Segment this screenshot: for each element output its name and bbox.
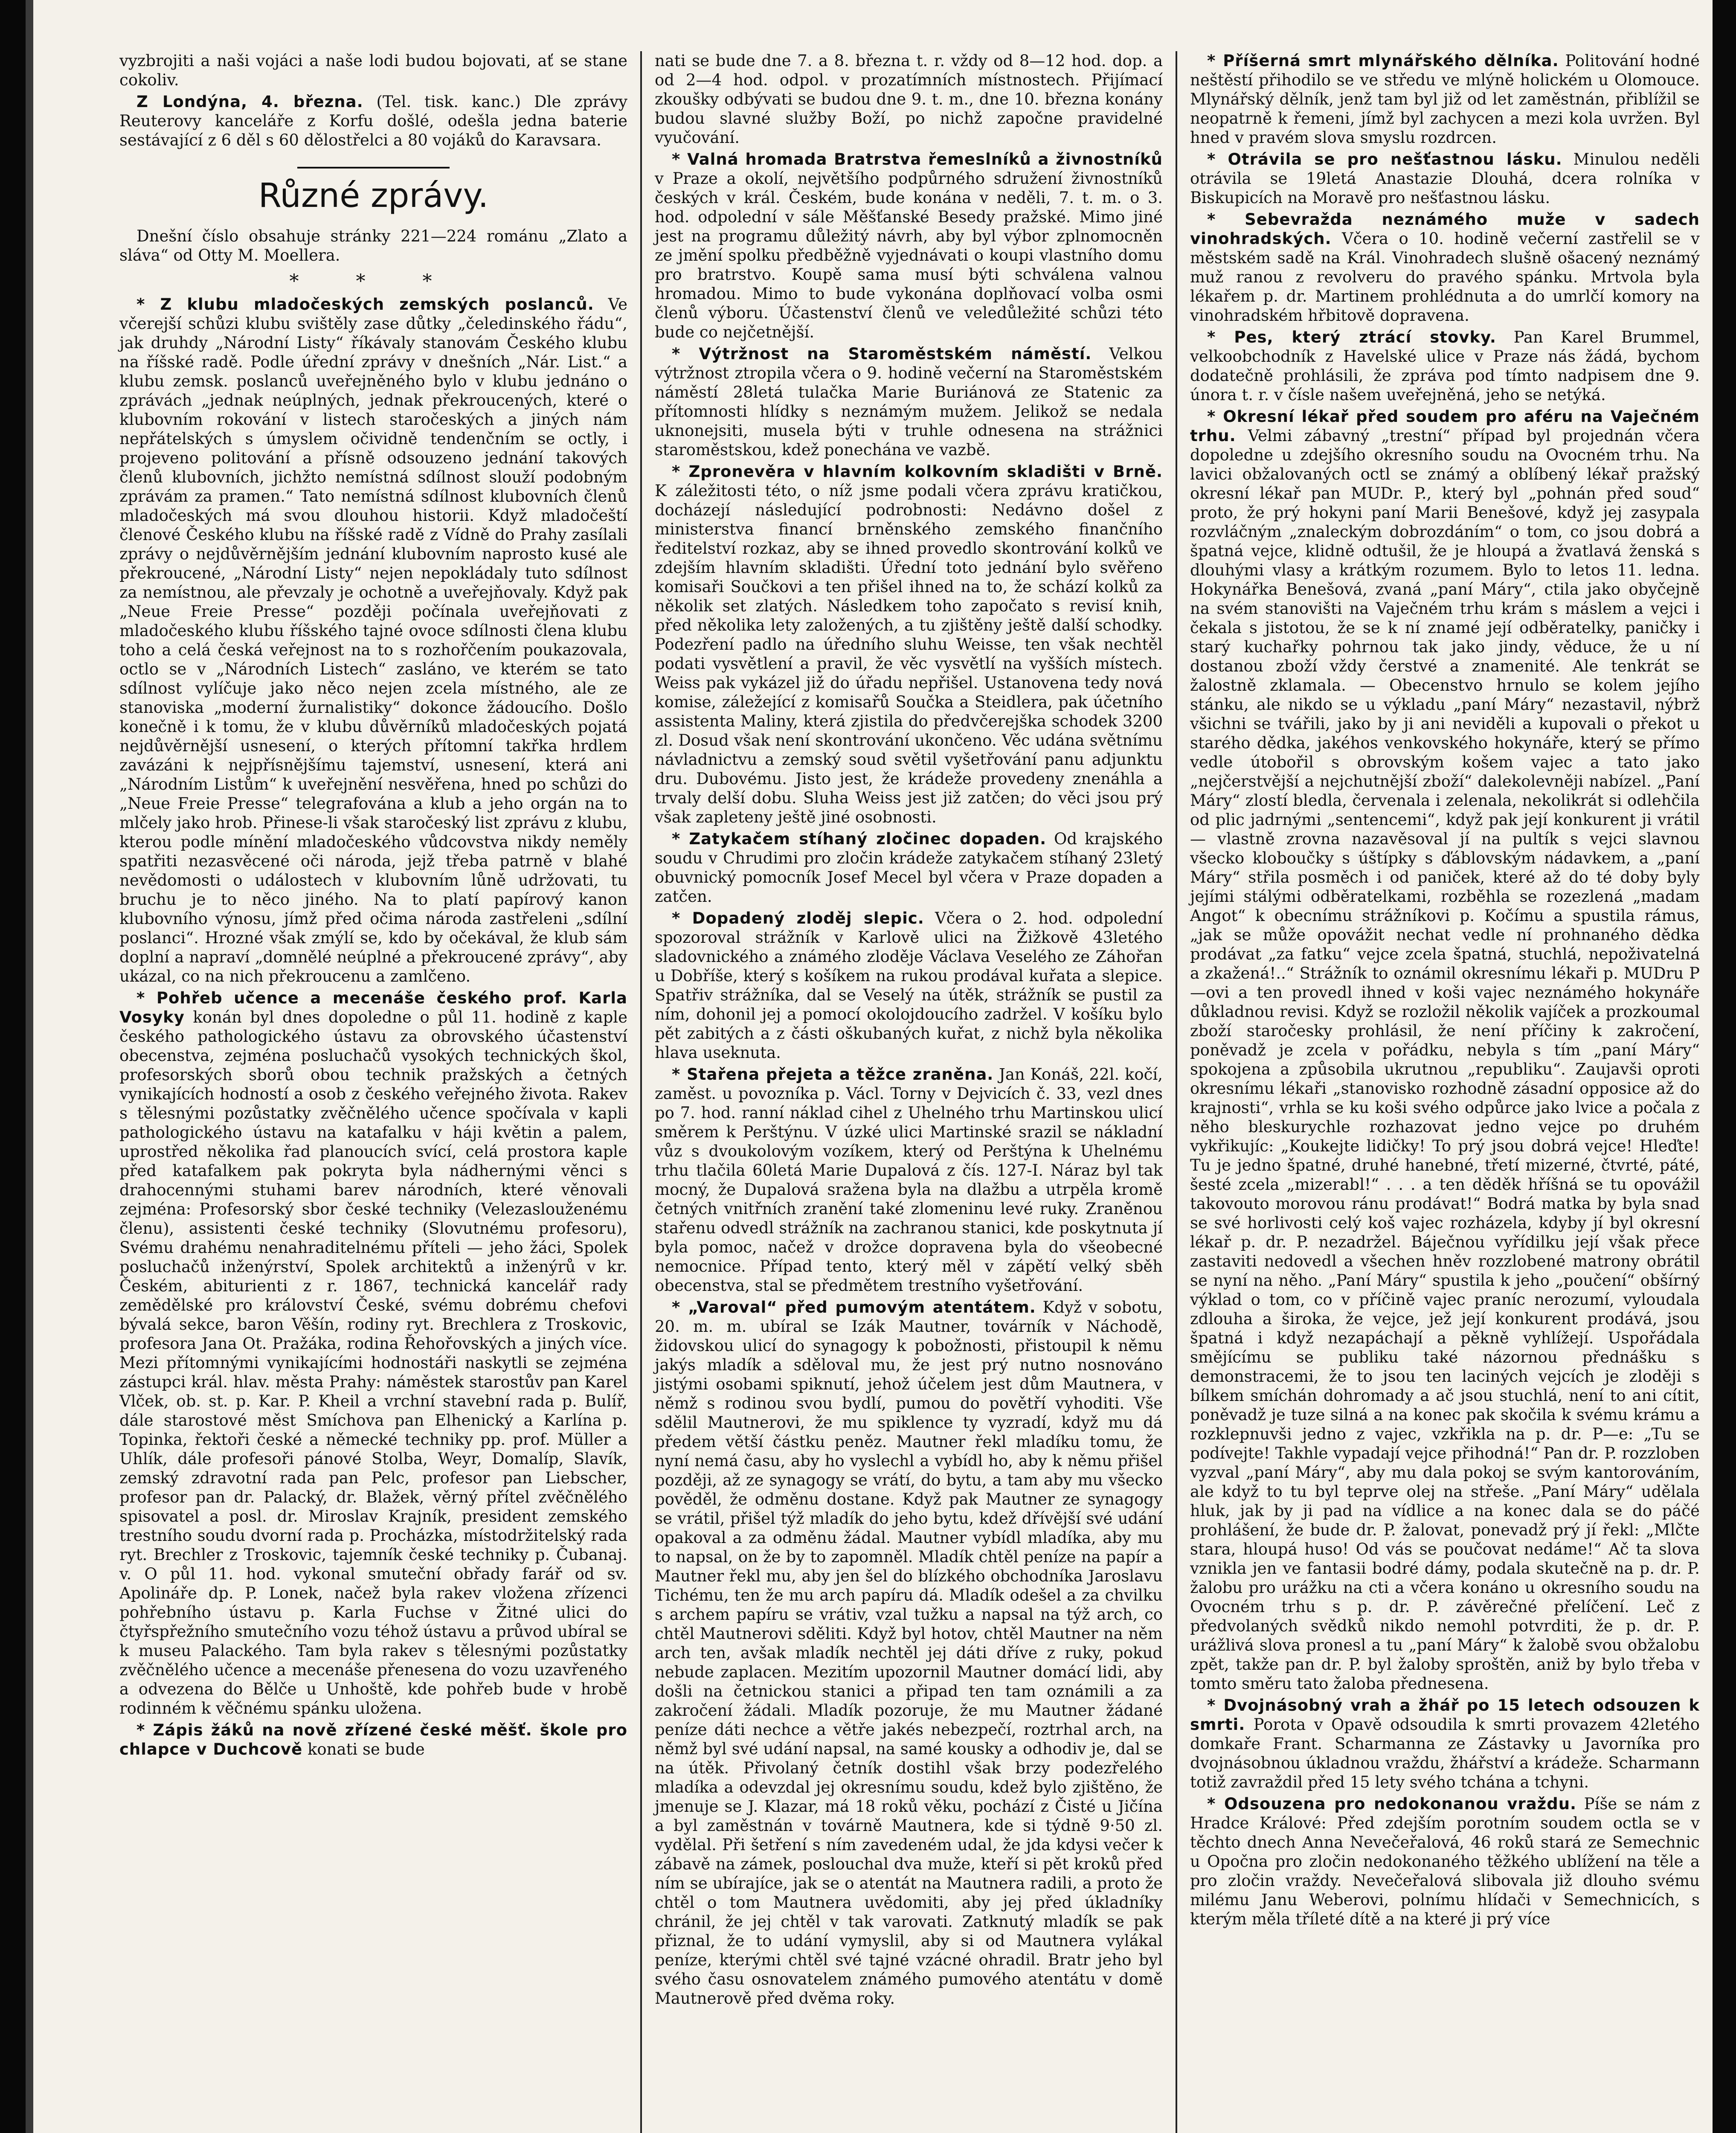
article-headline: * Z klubu mladočeských zemských poslanců. [136,295,594,314]
article-headline: * Sebevražda neznámého muže v sadech vinohradských. [1190,210,1700,248]
article-headline: * Odsouzena pro nedokonanou vraždu. [1207,1795,1577,1813]
article-headline: * „Varoval“ před pumovým atentátem. [672,1298,1036,1316]
article-text: (Tel. tisk. kanc.) Dle zprávy Reuterovy kanceláře z Korfu došlé, odešla jedna baterie sestávající z 6 děl s 60 dělostřelci a 80 vojáků do Karavsara. [119,93,627,149]
article-paragraph [1190,1696,1700,1792]
article-headline: * Stařena přejeta a těžce zraněna. [672,1065,994,1084]
article-text: Včera o 2. hod. odpolední spozoroval strážník v Karlově ulici na Žižkově 43letého sladovnického a známého zloděje Václava Veselého ze Záhořan u Dobříše, který s košíkem na rukou prodával kuřata a slepice. Spatřiv strážníka, dal se Veselý na útěk, strážník se pustil za ním, dohonil jej a pomocí okolojdoucího zadržel. V košíku bylo pět zabitých a z části oškubaných kuřat, z nichž byla několika hlava useknuta. [655,909,1163,1062]
article-text: vyzbrojiti a naši vojáci a naše lodi budou bojovati, ať se stane cokoliv. [119,52,627,89]
article-paragraph [119,295,627,986]
article-headline: * Pes, který ztrácí stovky. [1207,328,1496,346]
article-paragraph [655,344,1163,459]
article-paragraph [655,829,1163,906]
column-1 [107,51,642,2133]
article-paragraph [1190,407,1700,1693]
article-text: nati se bude dne 7. a 8. března t. r. vždy od 8—12 hod. dop. a od 2—4 hod. odpol. v prozatímních místnostech. Přijímací zkoušky odbývati se budou dne 9. t. m., dne 10. března konány budou slavné služby Boží, po nichž započne pravidelné vyučování. [655,52,1163,147]
article-headline: * Otrávila se pro nešťastnou lásku. [1207,150,1562,169]
article-text: Ve včerejší schůzi klubu svištěly zase důtky „čeledinského řádu“, jak druhdy „Národní Listy“ říkávaly stanovám Českého klubu na říšské radě. Podle úřední zprávy v dnešních „Nár. List.“ a klubu zemsk. poslanců uveřejněného bylo v klubu jednáno o zprávách „jednak neúplných, jednak překroucených, které o klubovním rokování v listech staročeských a jiných nám nepřátelských s úmyslem očividně tendenčním se octly, i projeveno politování a přísně odsouzeno jednání takových členů klubovních, jichžto nemístná sdílnost slouží podobným zprávám za pramen.“ Tato nemístná sdílnost klubovních členů mladočeských má svou dlouhou historii. Když mladočeští členové Českého klubu na říšské radě z Vídně do Prahy zasílali zprávy o nejdůvěrnějším jednání klubovním naprosto kusé ale překroucené, „Národní Listy“ nejen nepokládaly tuto sdílnost za nemístnou, ale převzaly je ochotně a uveřejňovaly. Když pak „Neue Freie Presse“ později počínala uveřejňovati z mladočeského klubu říšského tajné ovoce sdílnosti člena klubu toho a celá česká veřejnost na to s rozhořčením poukazovala, octlo se v „Národních Listech“ zasláno, ve kterém se tato sdílnost vylíčuje jako něco nejen zcela místného, ale ze stanoviska „moderní žurnalistiky“ dokonce žádoucího. Došlo konečně i k tomu, že v klubu důvěrníků mladočeských pojatá nejdůvěrnější usnesení, o kterých přítomní takřka hrdlem zavázáni k nejpřísnějšímu tajemství, usnesení, která ani „Národním Listům“ k uveřejnění nesvěřena, hned po schůzi do „Neue Freie Presse“ telegrafována a klub a jeho orgán na to mlčely jako hrob. Přinese-li však staročeský list zprávu z klubu, kterou podle mínění mladočeského vůdcovstva nikdy neměly spatřiti nezasvěcené oči národa, jejž třeba patrně v blahé nevědomosti o událostech v klubovním lůně udržovati, tu bruchu je to něco jiného. Na to platí papírový kanon klubovního výnosu, jímž před očima národa zastřeleni „sdílní poslanci“. Hrozné však zmýlí se, kdo by očekával, že klub sám doplní a napraví „domnělé neúplné a překroucené zprávy“, aby ukázal, co na nich překroucenu a zamlčeno. [119,295,628,985]
article-text: Politování hodné neštěstí přihodilo se ve středu ve mlýně holickém u Olomouce. Mlynářský dělník, jenž tam byl již od let zaměstnán, přiblížil se neopatrně k řemeni, jímž byl zachycen a mezi kola uvržen. Byl hned v pravém slova smyslu rozdrcen. [1190,52,1700,147]
separator-stars: * * * [289,270,458,292]
article-headline: * Valná hromada Bratrstva řemeslníků a živnostníků [672,150,1163,169]
article-headline: * Příšerná smrt mlynářského dělníka. [1207,52,1559,70]
article-text: Pan Karel Brummel, velkoobchodník z Havelské ulice v Praze nás žádá, bychom dodatečně prohlásili, že zpráva pod tímto nadpisem dne 9. února t. r. v čísle našem uveřejněná, jeho se netýká. [1190,328,1700,404]
article-text: Jan Konáš, 22l. kočí, zaměst. u povozníka p. Václ. Torny v Dejvicích č. 33, vezl dnes po 7. hod. ranní náklad cihel z Uhelného trhu Martinskou ulicí směrem k Perštýnu. V úzké ulici Martinské srazil se nákladní vůz s dvoukolovým vozíkem, který od Perštýna k Uhelnému trhu tlačila 60letá Marie Dupalová z čís. 127-I. Náraz byl tak mocný, že Dupalová sražena byla na dlažbu a utrpěla kromě četných vnitřních zranění také zlomeninu levé ruky. Zraněnou stařenu odvedl strážník na zachranou stanici, kde poskytnuta jí byla pomoc, načež v drožce dopravena byla do všeobecné nemocnice. Případ tento, který měl v zápětí velký sběh obecenstva, stal se předmětem trestního vyšetřování. [655,1065,1163,1295]
article-paragraph [1190,328,1700,404]
article-headline: * Dopadený zloděj slepic. [672,909,924,927]
article-text: konán byl dnes dopoledne o půl 11. hodině z kaple českého pathologického ústavu za obrovského účastenství obecenstva, zejména posluchačů vysokých technických škol, profesorských sborů obou technik pražských a četných vynikajících hodností a osob z českého veřejného života. Rakev s tělesnými pozůstatky zvěčnělého učence spočívala v kapli pathologického ústavu na katafalku v háji květin a palem, uprostřed několika řad planoucích svící, celá prostora kaple před katafalkem pak pokryta byla nádhernými věnci s drahocennými stuhami barev národních, které věnovali zejména: Profesorský sbor české techniky (Velezaslouženému členu), assistenti české techniky (Slovutnému profesoru), Svému drahému nenahraditelnému příteli — jeho žáci, Spolek posluchačů inženýrství, Spolek architektů a inženýrů v kr. Českém, abiturienti z r. 1867, technická kancelář rady zemědělské pro království České, svému dobrému chefovi bývalá sekce, baron Věšín, rodiny ryt. Brechlera z Troskovic, profesora Jana Ot. Pražáka, rodina Řehořovských a jiných více. Mezi přítomnými vynikajícími hodnostáři naskytli se zejména zástupci král. hlav. města Prahy: náměstek starostův pan Karel Vlček, ob. st. p. Kar. P. Kheil a vrchní stavební rada p. Bulíř, dále starostové měst Smíchova pan Elhenický a Karlína p. Topinka, řektoři české a německé techniky pp. prof. Müller a Uhlík, dále profesoři pánové Stolba, Weyr, Domalíp, Slavík, zemský zdravotní rada pan Pelc, profesor pan Liebscher, profesor pan dr. Palacký, dr. Blažek, věrný přítel zvěčnělého spisovatel a posl. dr. Miroslav Krajník, president zemského trestního soudu dvorní rada p. Procházka, místodržitelský rada ryt. Brechler z Troskovic, tajemník české techniky p. Čubanaj. v. O půl 11. hod. vykonal smuteční obřady farář od sv. Apolináře dp. P. Lonek, načež byla rakev vložena zřízenci pohřebního ústavu p. Karla Fuchse v Žitné ulici do čtyřspřežního smutečního vozu téhož ústavu a průvod ubíral se k museu Palackého. Tam byla rakev s tělesnými pozůstatky zvěčnělého učence a mecenáše přenesena do vozu uzavřeného a odvezena do Bělče u Unhoště, kde pohřeb bude v hrobě rodinném k věčnému spánku uložena. [119,1008,627,1717]
article-paragraph [655,51,1163,147]
column-2 [642,51,1177,2133]
article-text: Minulou neděli otrávila se 19letá Anastazie Dlouhá, dcera rolníka v Biskupicích na Moravě pro nešťastnou lásku. [1190,150,1700,207]
article-text: Velmi zábavný „trestní“ případ byl projednán včera dopoledne u zdejšího okresního soudu na Ovocném trhu. Na lavici obžalovaných octl se známý a oblíbený lékař pražský okresní lékař pan MUDr. P., který byl „pohnán před soud“ proto, že prý hokyni paní Marii Benešové, když jej zasypala rozvláčným „znaleckým dobrozdáním“ o tom, co jsou dobrá a špatná vejce, klidně odtušil, že je hloupá a žvatlavá ženská s dlouhými vlasy a krátkým rozumem. Bylo to letos 11. ledna. Hokynářka Benešová, zvaná „paní Máry“, ctila jako obyčejně na svém stanovišti na Vaječném trhu krám s máslem a vejci i čekala s jistotou, že se k ní znamé její odběratelky, paničky i starý kuchařky pohrnou tak jako jindy, věduce, že u ní dostanou zboží vždy čerstvé a znamenité. Ale tenkrát se žalostně zklamala. — Obecenstvo hrnulo se kolem jejího stánku, ale nikdo se u výkladu „paní Máry“ nezastavil, nýbrž všichni se tvářili, jako by ji ani neviděli a kupovali o překot u starého dědka, jakéhos venkovského hokynáře, který se přímo vedle útobořil s obrovským košem vajec a tato jako „nejčerstvější a nejchutnější zboží“ dalekolevněji nabízel. „Paní Máry“ zlostí bledla, červenala i zelenala, nekolikrát si odlehčila od plic jadrnými „sentencemi“, když pak její konkurent ji vrátil — vlastně zrovna nazavěsoval jí na pultík s vejci slavnou všecko kloboučky s úštípky s ďáblovským nádavkem, a „paní Máry“ střila posměch i od paniček, které až do té doby byly jejími stálými odběratelkami, rozběhla se rozezlená „madam Angot“ k obecnímu strážníkovi p. Kočímu a spustila rámus, „jak se může opovážit nechat vedle ní prohnaného dědka prodávat „za fatku“ vejce zcela špatná, stuchlá, nepoživatelná a zkažená!..“ Strážník to oznámil okresnímu lékaři p. MUDru P—ovi a ten provedl ihned v koši vajec neznámého hokynáře důkladnou revisi. Když se rozložil několik vajíček a prozkoumal zboží staročesky prohlásil, že není příčiny k zakročení, poněvadž je zcela v pořádku, nebyla s tím „paní Máry“ spokojena a způsobila ukrutnou „republiku“. Zaujavši oproti okresnímu lékaři „stanovisko rozhodně zásadní opposice až do krajnosti“, vrhla se ku koši svého odpůrce jako lvice a počala z něho bleskurychle rozhazovat jedno vejce po druhém vykřikujíc: „Koukejte lidičky! To prý jsou dobrá vejce! Hleďte! Tu je jedno špatné, druhé hanebné, třetí mizerné, čtvrté, páté, šesté zcela „mizerabl!“ . . . a ten děděk hříšná se tu opovážil takovouto morovou ránu prodávat!“ Bodrá matka by byla snad se své horlivosti celý koš vajec rozházela, kdyby jí byl okresní lékař p. dr. P. nezadržel. Báječnou vyřídilku její však přece zastaviti nedovedl a všechen hněv rozzlobené matrony obrátil se nyní na něho. „Paní Máry“ spustila k jeho „poučení“ obšírný výklad o tom, co v příčině vajec praníc nerozumí, vyloudala zdlouha a široka, že vejce, jež její konkurent prodává, jsou špatná i když nezapáchají a pěkně vyhlížejí. Uspořádala smějícímu se publiku také názornou přednášku s demonstracemi, že to jsou ten laciných vejcích je zloději s bílkem smíchán dohromady a ač jsou stuchlá, není to ani cítit, poněvadž je tuze silná a na konec pak skočila k svému krámu a rozklepnuvši jedno z vajec, vzkřikla na p. dr. P—e: „Tu se podívejte! Takhle vypadají vejce přihodná!“ Pan dr. P. rozzloben vyzval „paní Máry“, aby mu dala pokoj se svým kantorováním, ale když to tu byl teprve olej na střeše. „Paní Máry“ udělala hluk, jak by ji pad na vídlice a na konec dala se do páčé prohlášení, že bude dr. P. žalovat, ponevadž prý jí řekl: „Mlčte stara, hloupá huso! Od vás se poučovat nedáme!“ Ač ta slova vznikla jen ve fantasii bodré dámy, podala skutečně na p. dr. P. žalobu pro urážku na cti a včera konáno u okresního soudu na Ovocném trhu s p. dr. P. závěrečné přelíčení. Leč z předvolaných svědků nikdo nemohl potvrditi, že p. dr. P. urážlivá slova pronesl a tu „paní Máry“ k žalobě svou obžalobu zpět, takže pan dr. P. byl žaloby sproštěn, aniž by bylo třeba v tomto směru tato žaloba přednesena. [1190,427,1700,1693]
article-headline: * Výtržnost na Staroměstském náměstí. [672,345,1092,363]
section-title: Různé zprávy. [119,175,627,216]
article-headline: * Okresní lékař před soudem pro aféru na Vaječném trhu. [1190,407,1700,445]
article-text: Včera o 10. hodině večerní zastřelil se v městském sadě na Král. Vinohradech slušně ošacený neznámý muž ranou z revolveru do pravého spánku. Mrtvola byla lékařem p. dr. Martinem prohlédnuta a do umrlčí komory na vinohradském hřbitově dopravena. [1190,230,1700,325]
scan-edge-left [0,0,26,2133]
article-paragraph [655,1298,1163,2008]
article-paragraph [119,92,627,150]
article-headline: * Pohřeb učence a mecenáše českého prof. Karla Vosyky [119,989,627,1026]
article-paragraph [1190,1794,1700,1929]
article-text: K záležitosti této, o níž jsme podali včera zprávu kratičkou, docházejí následující podrobnosti: Nedávno došel z ministerstva financí brněnského zemského finančního ředitelství rozkaz, aby se ihned provedlo skontrování kolků ve zdejším hlavním skladišti. Úřední toto jednání bylo svěřeno komisaři Součkovi a ten přišel ihned na to, že schází kolků za několik set zlatých. Následkem toho započato s revisí knih, před několika lety založených, a tu zjištěny ještě další schodky. Podezření padlo na úředního sluhu Weisse, ten však nechtěl podati vysvětlení a pravil, že věc vysvětlí na vyšších místech. Weiss pak vykázel již do úřadu nepřišel. Ustanovena tedy nová komise, záležející z komisařů Součka a Steidlera, pak účetního assistenta Maliny, která zjistila do předvčerejška schodek 3200 zl. Dosud však není skontrování ukončeno. Věc udána světnímu návladnictvu a zemský soud světil vyšetřování panu adjunktu dru. Dubovému. Jisto jest, že krádeže provedeny znenáhla a trvaly delší dobu. Sluha Weiss jest již zatčen; do věci jsou prý však zapleteny ještě jiné osobnosti. [655,482,1163,826]
article-paragraph [655,462,1163,827]
article-paragraph [655,150,1163,342]
article-text: Od krajského soudu v Chrudimi pro zločin krádeže zatykačem stíhaný 23letý obuvnický pomocník Josef Mecel byl včera v Praze dopaden a zatčen. [655,830,1163,906]
article-text: Porota v Opavě odsoudila k smrti provazem 42letého domkaře Frant. Scharmanna ze Zástavky u Javorníka pro dvojnásobnou úkladnou vraždu, žhářství a krádeže. Scharmann totiž zavraždil před 15 lety svého tchána a tchyni. [1190,1715,1700,1791]
article-paragraph [655,1065,1163,1295]
scan-edge-right [1713,0,1736,2133]
article-text: Dnešní číslo obsahuje stránky 221—224 románu „Zlato a sláva“ od Otty M. Moellera. [119,227,627,264]
article-headline: * Zatykačem stíhaný zločinec dopaden. [672,830,1047,848]
article-headline: Z Londýna, 4. března. [136,93,363,111]
article-paragraph [655,909,1163,1062]
article-paragraph [119,988,627,1718]
article-headline: * Dvojnásobný vrah a žhář po 15 letech odsouzen k smrti. [1190,1696,1700,1734]
article-paragraph [119,1720,627,1759]
column-3 [1177,51,1713,2133]
article-paragraph [119,51,627,90]
article-text: Když v sobotu, 20. m. m. ubíral se Izák Mautner, továrník v Náchodě, židovskou ulicí do synagogy k pobožnosti, přistoupil k němu jakýs mladík a sděloval mu, že jest prý nutno nosnováno jistými osobami spiknutí, jehož účelem jest dům Mautnera, v němž s rodinou svou bydlí, pumou do povětří vyhoditi. Vše sdělil Mautnerovi, že mu spiklence ty vyzradí, když mu dá předem větší částku peněz. Mautner řekl mladíku tomu, že nyní nemá času, aby ho vyslechl a vybídl ho, aby k němu přišel později, až ze synagogy se vrátí, do bytu, a tam aby mu všecko pověděl, že odměnu dostane. Když pak Mautner ze synagogy se vrátil, přišel týž mladík do jeho bytu, kdež dřívější své udání opakoval a za odměnu žádal. Mautner vybídl mladíka, aby mu to napsal, on že by to zapomněl. Mladík chtěl peníze na papír a Mautner řekl mu, aby jen šel do blízkého obchodníka Jaroslavu Tichému, ten že mu arch papíru dá. Mladík odešel a za chvilku s archem papíru se vrátiv, vzal tužku a napsal na týž arch, co chtěl Mautnerovi sděliti. Když byl hotov, chtěl Mautner na něm arch ten, avšak mladík nechtěl jej dáti dříve z ruky, pokud nebude zaplacen. Mezitím upozornil Mautner domácí lidi, aby došli na četnickou stanici a připad ten tam oznámili a za zakročení žádali. Mladík pozoruje, že mu Mautner žádané peníze dáti nechce a větře jakés nebezpečí, roztrhal arch, na němž byl své udání napsal, na samé kousky a odhodiv je, dal se na útěk. Přivolaný četník dostihl však brzy podezřelého mladíka a odevzdal jej okresnímu soudu, kdež bylo zjištěno, že jmenuje se J. Klazar, má 18 roků věku, pochází z Čisté u Jičína a byl zaměstnán v továrně Mautnera, kde si týdně 9·50 zl. vydělal. Při šetření s ním zavedeném udal, že jda kdysi večer k zábavě na zámek, poslouchal dva muže, kteří si pět kroků před ním se ubírajíce, jak se o atentát na Mautnera radili, a proto že chtěl o tom Mautnera uvědomiti, aby jej před úkladníky chránil, že jej chtěl v tak varovati. Zatknutý mladík se pak přiznal, že to udání vymyslil, aby si od Mautnera vylákal peníze, kterými chtěl své tajné vzácné ohradil. Bratr jeho byl svého času osnovatelem známého pumového atentátu v domě Mautnerově před dvěma roky. [655,1298,1163,2008]
article-paragraph [1190,51,1700,147]
article-text: Velkou výtržnost ztropila včera o 9. hodině večerní na Staroměstském náměstí 28letá tulačka Marie Buriánová ze Statenic za přítomnosti hlídky s neznámým mužem. Jelikož se nedala uknonejsiti, musela býti v truhle odnesena na strážnici staroměstskou, kdež ponechána ve vazbě. [655,345,1163,459]
article-paragraph [119,227,627,265]
article-text: v Praze a okolí, největšího podpůrného sdružení živnostníků českých v král. Českém, bude konána v neděli, 7. t. m. o 3. hod. odpolední v sále Měšťanské Besedy pražské. Mimo jiné jest na programu důležitý návrh, aby byl výbor zplnomocněn ze jmění spolku předběžně vyjednávati o koupi vlastního domu pro bratrstvo. Koupě sama musí býti schválena valnou hromadou. Mimo to bude vykonána doplňovací volba osmi členů výboru. Účastenství členů ve veledůležité schůzi této bude co nejčetnější. [655,169,1163,341]
columns [107,51,1700,2133]
article-paragraph [1190,210,1700,325]
article-text: Píše se nám z Hradce Králové: Před zdejším porotním soudem octla se v těchto dnech Anna Nevečeřalová, 46 roků stará ze Semechnic u Opočna pro zločin nedokonaného těžkého ublížení na těle a pro zločin vraždy. Nevečeřalová slibovala již dlouho svému milému Janu Weberovi, polnímu hlídači v Semechnicích, s kterým měla tříleté dítě a na které ji prý více [1190,1795,1700,1928]
article-text: konati se bude [302,1740,425,1758]
scan-edge-left-inner [26,0,33,2133]
article-headline: * Zpronevěra v hlavním kolkovním skladišti v Brně. [672,462,1163,481]
article-headline: * Zápis žáků na nově zřízené české měšť. škole pro chlapce v Duchcově [119,1721,627,1758]
article-paragraph [1190,150,1700,207]
